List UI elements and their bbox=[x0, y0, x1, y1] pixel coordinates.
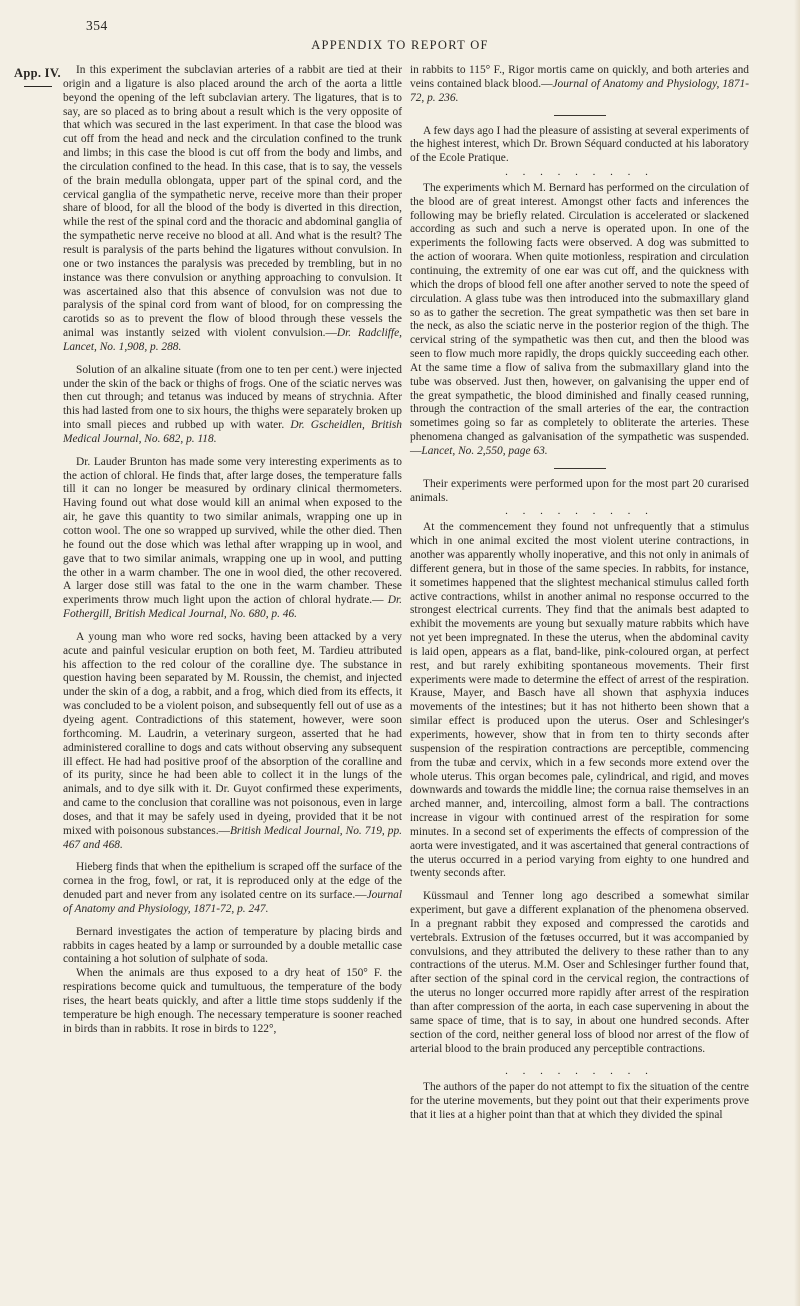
paragraph-kussmaul-tenner: Küssmaul and Tenner long ago described a somewhat similar experiment, but gave a different explanation of the phenomena observed. In a pregnant rabbit they exposed and compressed the carotids and vertebrals. Extrusion of the fœtuses occurred, but it was accompanied by convulsions, and they attributed the delivery to these rather than to any contractions of the uterus. M.M. Oser and Schlesinger further found that, after section of the spinal cord in the cervical region, the contractions of the uterus no longer occurred more rapidly after arrest of the respiration than after compression of the aorta, in each case supervening in about the same space of time, that is to say, in about one hundred seconds. After section of the cord, neither general loss of blood nor arrest of the flow of arterial blood to the brain produced any perceptible contractions. bbox=[410, 890, 749, 1055]
paragraph-gscheidlen bbox=[63, 364, 402, 447]
paragraph-hieberg bbox=[63, 861, 402, 916]
paragraph-text: in rabbits to 115° F., Rigor mortis came on quickly, and both arteries and veins contained black blood.— bbox=[410, 64, 749, 90]
ellipsis-line: . . . . . . . . . bbox=[505, 505, 654, 518]
citation: Dr. Fothergill, British Medical Journal, No. 680, p. 46. bbox=[63, 594, 402, 621]
paragraph-dry-heat: When the animals are thus exposed to a dry heat of 150° F. the respirations become quick and tumultuous, the temperature of the body rises, the heart beats quickly, and after a little time stops suddenly if the temperature be high enough. The necessary temperature is sooner reached in birds than in rabbits. It rose in birds to 122°, bbox=[63, 967, 402, 1035]
paragraph-uterine-contractions: At the commencement they found not unfrequently that a stimulus which in one animal excited the most violent uterine contractions, in another was apparently wholly inoperative, and this not only in animals of different genera, but in those of the same species. In rabbits, for instance, it sometimes happened that the slightest mechanical stimulus called forth active contractions, whilst in another animal no response occurred to the strongest electrical currents. They find that the animals best adapted to exhibit the movements are young but sexually mature rabbits which have not yet been impregnated. In these the uterus, when the abdominal cavity is laid open, appears as a flat, band-like, pink-coloured organ, at perfect rest, and but rarely exhibiting spontaneous movements. Their first experiments were made to determine the effect of arrest of the respiration. Krause, Mayer, and Basch have all shown that asphyxia induces movements of the intestines; but it has not hitherto been shown that a similar effect is produced upon the uterus. Oser and Schlesinger's experiments, however, show that in from ten to thirty seconds after suspension of the respiration contractions are perceptible, commencing from the tubæ and cervix, which in a few seconds more extend over the whole uterus. This organ becomes pale, cylindrical, and rigid, and moves downwards and towards the middle line; the cornua raise themselves in an arched manner, and, intercoiling, almost form a ball. The contractions increase in vigour with continued arrest of the respiration for some minutes. In a second set of experiments the effects of compression of the aorta were investigated, and it was ascertained that general contractions of the uterus occurred in a period varying from eighty to one hundred and twenty seconds after. bbox=[410, 521, 749, 880]
paragraph-text: A young man who wore red socks, having been attacked by a very acute and painful vesicular eruption on both feet, M. Tardieu attributed his affection to the red colour of the coralline dye. The substance in question having been separated by M. Roussin, the chemist, and injected under the skin of a dog, a rabbit, and a frog, which died from its effects, it was concluded to be a violent poison, and subsequently fell out of use as a dyeing agent. Contradictions of this statement, however, were soon forthcoming. M. Laudrin, a veterinary surgeon, asserted that he had administered coralline to dogs and cats without observing any subsequent ill effect. He had had positive proof of the absorption of the coralline and of its purity, since he had been able to collect it in the lungs of the animals, and to dye silk with it. Dr. Guyot confirmed these experiments, and came to the conclusion that coralline was not poisonous, even in large doses, and that it may be safely used in dyeing, provided that it be not mixed with poisonous substances.— bbox=[63, 630, 402, 837]
appendix-margin-label: App. IV. bbox=[14, 66, 61, 80]
paragraph-bernard-temperature: Bernard investigates the action of temperature by placing birds and rabbits in cages heated by a lamp or surrounded by a double metallic case containing a hot solution of sulphate of soda. bbox=[63, 925, 402, 966]
paragraph-text: Solution of an alkaline situate (from one to ten per cent.) were injected under the skin of the back or thighs of frogs. One of the sciatic nerves was then cut through; and tetanus was induced by means of strychnia. After this had lasted from one to six hours, the thighs were separately broken up into small pieces and rubbed up with water. bbox=[63, 363, 402, 432]
citation: British Medical Journal, No. 719, pp. 467 and 468. bbox=[63, 824, 402, 851]
right-column bbox=[410, 64, 749, 1132]
left-column bbox=[63, 64, 402, 1046]
paragraph-curarised: Their experiments were performed upon for the most part 20 curarised animals. bbox=[410, 477, 749, 504]
paragraph-coralline bbox=[63, 631, 402, 853]
citation: Dr. Gscheidlen, British Medical Journal, No. 682, p. 118. bbox=[63, 419, 402, 445]
ellipsis-line: . . . . . . . . . bbox=[505, 1065, 654, 1078]
citation: Journal of Anatomy and Physiology, 1871-72, p. 247. bbox=[63, 889, 402, 915]
paragraph-brunton bbox=[63, 456, 402, 622]
ellipsis-line: . . . . . . . . . bbox=[505, 166, 654, 179]
paragraph-radcliffe bbox=[63, 64, 402, 355]
running-title: APPENDIX TO REPORT OF bbox=[311, 38, 489, 52]
citation: Dr. Radcliffe, Lancet, No. 1,908, p. 288. bbox=[63, 327, 402, 353]
paragraph-text: Hieberg finds that when the epithelium is scraped off the surface of the cornea in the frog, fowl, or rat, it is reproduced only at the edge of the denuded part and never from any isolated centre on its surface.— bbox=[63, 861, 402, 902]
section-divider bbox=[554, 468, 606, 469]
paragraph-rigor-mortis bbox=[410, 64, 749, 106]
paragraph-bernard-circulation bbox=[410, 182, 749, 459]
paragraph-text: Dr. Lauder Brunton has made some very interesting experiments as to the action of chloral. He finds that, after large doses, the temperature falls till it can no longer be measured by ordinary clinical thermometers. Having found out what dose would kill an animal when exposed to the air, he gave this quantity to two similar animals, wrapping one up in cotton wool. The one so wrapped up survived, while the other died. Then he found out the dose which was lethal after wrapping up in wool, and gave that to two similar animals, wrapping one up in wool, and putting the other in a warm chamber. The one in wool died, the other recovered. A larger dose still was fatal to the one in the warm chamber. These experiments throw much light upon the action of chloral hydrate.— bbox=[63, 455, 402, 607]
citation: Journal of Anatomy and Physiology, 1871-72, p. 236. bbox=[410, 77, 750, 104]
scan-edge-shadow bbox=[794, 0, 800, 1306]
section-divider bbox=[554, 115, 606, 116]
paragraph-uterine-centre: The authors of the paper do not attempt to fix the situation of the centre for the uterine movements, but they point out that their experiments prove that it lies at a higher point than that at which they divided the spinal bbox=[410, 1081, 749, 1121]
paragraph-text: The experiments which M. Bernard has performed on the circulation of the blood are of great interest. Amongst other facts and inferences the following may be briefly related. Circulation is accelerated or slackened according as such and such a nerve is operated upon. In one of the experiments the following facts were observed. A dog was submitted to the action of woorara. When quite motionless, respiration and circulation continuing, the extremity of one ear was cut off, and the quickness with which the drops of blood fell one after another served to note the speed of circulation. A glass tube was then introduced into the submaxillary gland so as to gather the secretion. The great sympathetic was then set bare in the neck, as also the sciatic nerve in the posterior region of the thigh. The cervical string of the sympathetic was then cut, and then the blood was seen to flow much more rapidly, the drops quickly succeeding each other. At the same time a flow of saliva from the submaxillary gland into the tube was observed. Just then, however, on galvanising the upper end of the great sympathetic, the blood diminished and finally ceased running, through the contraction of the small arteries of the ear, the contraction sometimes going so far as completely to obliterate the arteries. These phenomena changed as galvanisation of the sympathetic was suspended.— bbox=[410, 181, 749, 457]
paragraph-brown-sequard: A few days ago I had the pleasure of assisting at several experiments of the highest interest, which Dr. Brown Séquard conducted at his laboratory of the Ecole Pratique. bbox=[410, 124, 749, 165]
paragraph-text: In this experiment the subclavian arteries of a rabbit are tied at their origin and a ligature is also placed around the arch of the aorta a little beyond the opening of the left subclavian artery. The ligatures, that is to say, are so placed as to bring about a result which is the very opposite of that which was secured in the last experiment. In that case the blood was cut off from the head and neck and the circulation confined to the trunk and limbs; in this case the blood is cut off from the body and limbs, and the circulation confined to the head. In this case, that is to say, the vessels of the brain medulla oblongata, upper part of the spinal cord, and the cervical ganglia of the sympathetic nerve, receive more than their proper share of blood, for all the blood of the body is diverted in this direction, while the rest of the spinal cord and the thoracic and abdominal ganglia of the sympathetic nerve receive no blood at all. And what is the result? The result is paralysis of the parts behind the ligatures without convulsion. In one or two instances the paralysis was preceded by trembling, but in no instance was there convulsion or anything approaching to convulsion. It was ascertained also that this absence of convulsion was not due to paralysis of the spinal cord from want of blood, for on compressing the carotids so as to prevent the flow of blood through these vessels the animal was instantly seized with violent convulsion.— bbox=[63, 64, 402, 340]
margin-rule bbox=[24, 86, 52, 87]
page-number: 354 bbox=[86, 18, 108, 33]
citation: Lancet, No. 2,550, page 63. bbox=[421, 444, 548, 457]
